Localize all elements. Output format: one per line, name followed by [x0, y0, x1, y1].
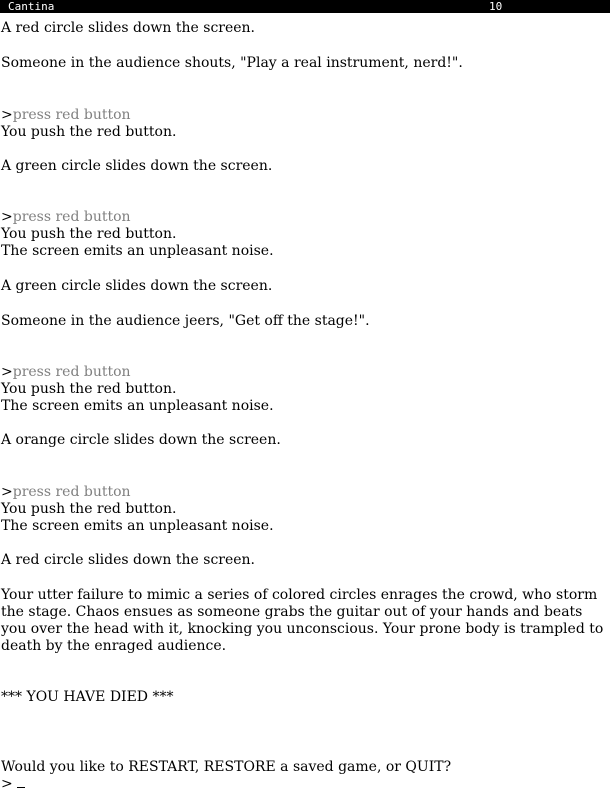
command-echo [1, 484, 131, 501]
output-line: Someone in the audience jeers, "Get off the stage!". [1, 313, 370, 329]
output-line: A orange circle slides down the screen. [1, 432, 281, 448]
output-line: You push the red button. [1, 226, 177, 242]
output-line: The screen emits an unpleasant noise. [1, 398, 274, 414]
command-input[interactable] [1, 776, 25, 793]
output-line: You push the red button. [1, 381, 177, 397]
output-paragraph: Your utter failure to mimic a series of colored circles enrages the crowd, who storm the stage. Chaos ensues as someone grabs the guitar out of your hands and beats you over the head with it, knocking you unconscious. Your prone body is trampled to death by the enraged audience. [1, 587, 604, 654]
death-message: *** YOU HAVE DIED *** [1, 689, 174, 705]
prompt-symbol: > [1, 484, 13, 500]
output-line: The screen emits an unpleasant noise. [1, 243, 274, 259]
prompt-symbol: > [1, 107, 13, 123]
output-line: You push the red button. [1, 124, 177, 140]
status-bar [0, 0, 610, 13]
command-echo [1, 209, 131, 226]
command-echo [1, 107, 131, 124]
prompt-symbol: > [1, 776, 13, 792]
prompt-symbol: > [1, 209, 13, 225]
output-line: You push the red button. [1, 501, 177, 517]
output-line: A red circle slides down the screen. [1, 552, 256, 568]
prompt-symbol: > [1, 364, 13, 380]
status-score: 10 [489, 0, 503, 13]
command-text: press red button [12, 364, 131, 380]
command-text: press red button [12, 107, 131, 123]
status-location: Cantina [8, 0, 55, 13]
command-echo [1, 364, 131, 381]
text-cursor [17, 787, 25, 788]
restart-question: Would you like to RESTART, RESTORE a saved game, or QUIT? [1, 759, 452, 775]
output-line: A red circle slides down the screen. [1, 20, 256, 36]
command-text: press red button [12, 484, 131, 500]
output-line: A green circle slides down the screen. [1, 158, 273, 174]
output-line: Someone in the audience shouts, "Play a real instrument, nerd!". [1, 55, 463, 71]
command-text: press red button [12, 209, 131, 225]
output-line: The screen emits an unpleasant noise. [1, 518, 274, 534]
output-line: A green circle slides down the screen. [1, 278, 273, 294]
